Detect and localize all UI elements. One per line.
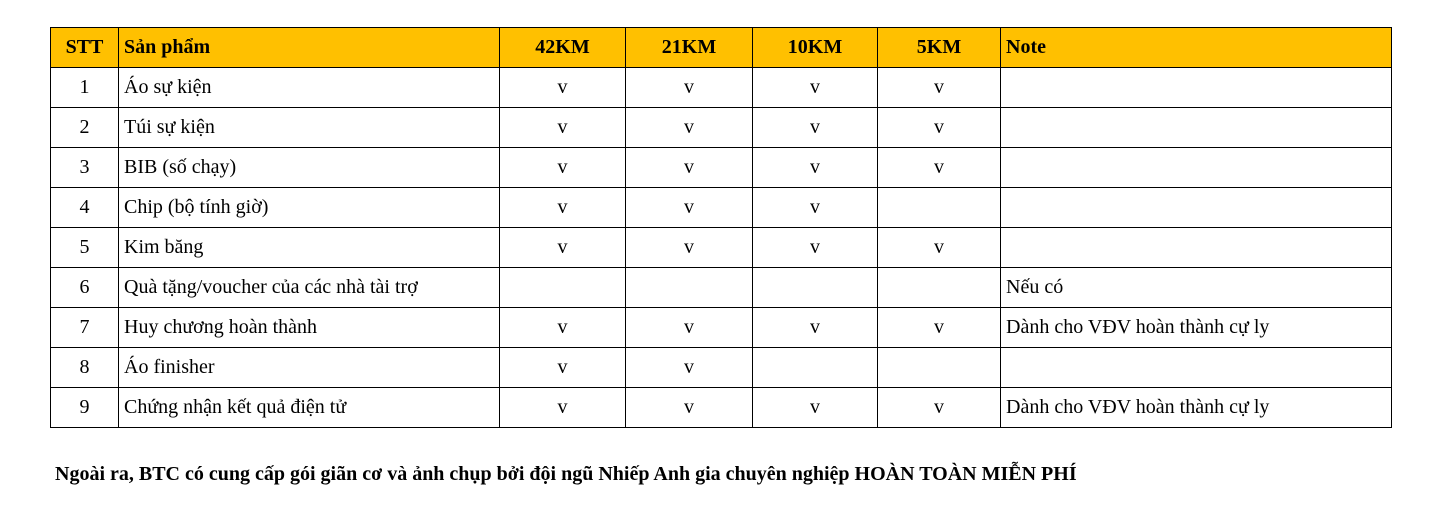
cell-21km: v [626, 68, 753, 108]
cell-stt: 3 [51, 148, 119, 188]
cell-stt: 9 [51, 388, 119, 428]
cell-21km: v [626, 228, 753, 268]
cell-product: Chứng nhận kết quả điện tử [119, 388, 500, 428]
cell-10km: v [753, 308, 878, 348]
cell-product: Áo sự kiện [119, 68, 500, 108]
cell-10km [753, 348, 878, 388]
header-5km: 5KM [878, 28, 1001, 68]
table-row [51, 308, 1392, 348]
cell-21km: v [626, 188, 753, 228]
cell-5km [878, 348, 1001, 388]
cell-5km: v [878, 388, 1001, 428]
race-kit-table [50, 27, 1392, 428]
cell-10km: v [753, 68, 878, 108]
cell-product: Áo finisher [119, 348, 500, 388]
cell-10km: v [753, 148, 878, 188]
cell-21km: v [626, 108, 753, 148]
cell-note [1001, 228, 1392, 268]
table-body [51, 68, 1392, 428]
cell-42km: v [500, 348, 626, 388]
cell-stt: 7 [51, 308, 119, 348]
cell-product: Huy chương hoàn thành [119, 308, 500, 348]
cell-stt: 4 [51, 188, 119, 228]
cell-21km [626, 268, 753, 308]
cell-5km: v [878, 68, 1001, 108]
cell-10km: v [753, 108, 878, 148]
cell-note: Nếu có [1001, 268, 1392, 308]
cell-42km [500, 268, 626, 308]
cell-product: BIB (số chạy) [119, 148, 500, 188]
cell-42km: v [500, 388, 626, 428]
table-row [51, 228, 1392, 268]
cell-stt: 1 [51, 68, 119, 108]
table-row [51, 188, 1392, 228]
cell-note [1001, 348, 1392, 388]
cell-5km: v [878, 308, 1001, 348]
cell-5km [878, 268, 1001, 308]
cell-note [1001, 68, 1392, 108]
cell-42km: v [500, 148, 626, 188]
cell-42km: v [500, 68, 626, 108]
footer-note: Ngoài ra, BTC có cung cấp gói giãn cơ và ảnh chụp bởi đội ngũ Nhiếp Anh gia chuyên nghiệp HOÀN TOÀN MIỄN PHÍ [55, 463, 1077, 485]
cell-stt: 5 [51, 228, 119, 268]
cell-42km: v [500, 228, 626, 268]
cell-42km: v [500, 108, 626, 148]
cell-10km [753, 268, 878, 308]
cell-5km: v [878, 228, 1001, 268]
cell-note [1001, 148, 1392, 188]
table-row [51, 68, 1392, 108]
header-10km: 10KM [753, 28, 878, 68]
cell-note [1001, 108, 1392, 148]
header-42km: 42KM [500, 28, 626, 68]
table-row [51, 348, 1392, 388]
header-note: Note [1001, 28, 1392, 68]
header-stt: STT [51, 28, 119, 68]
cell-product: Quà tặng/voucher của các nhà tài trợ [119, 268, 500, 308]
cell-21km: v [626, 348, 753, 388]
cell-stt: 8 [51, 348, 119, 388]
table-row [51, 388, 1392, 428]
cell-5km: v [878, 108, 1001, 148]
cell-note: Dành cho VĐV hoàn thành cự ly [1001, 388, 1392, 428]
header-21km: 21KM [626, 28, 753, 68]
table-row [51, 268, 1392, 308]
cell-42km: v [500, 308, 626, 348]
table-header-row [51, 28, 1392, 68]
cell-5km: v [878, 148, 1001, 188]
cell-5km [878, 188, 1001, 228]
cell-note: Dành cho VĐV hoàn thành cự ly [1001, 308, 1392, 348]
cell-product: Chip (bộ tính giờ) [119, 188, 500, 228]
cell-product: Kim băng [119, 228, 500, 268]
table-row [51, 108, 1392, 148]
cell-10km: v [753, 228, 878, 268]
cell-21km: v [626, 148, 753, 188]
cell-21km: v [626, 308, 753, 348]
header-product: Sản phẩm [119, 28, 500, 68]
cell-10km: v [753, 388, 878, 428]
table-row [51, 148, 1392, 188]
cell-stt: 2 [51, 108, 119, 148]
cell-10km: v [753, 188, 878, 228]
cell-stt: 6 [51, 268, 119, 308]
cell-note [1001, 188, 1392, 228]
cell-42km: v [500, 188, 626, 228]
cell-product: Túi sự kiện [119, 108, 500, 148]
cell-21km: v [626, 388, 753, 428]
